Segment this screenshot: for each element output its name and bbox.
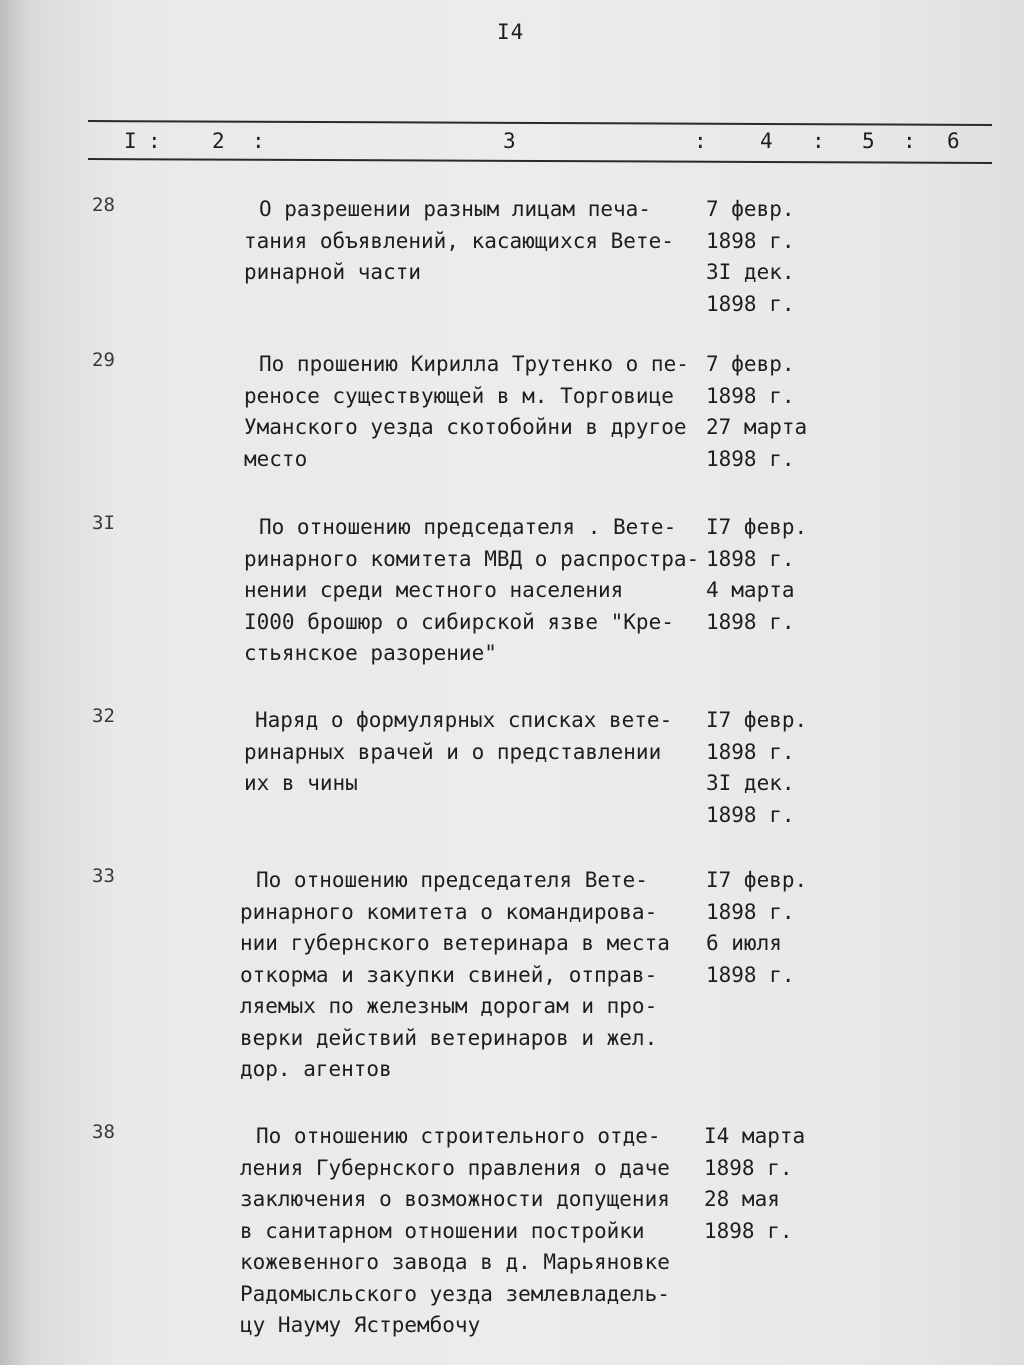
- date-line: I7 февр.: [706, 868, 808, 892]
- date-line: 1898 г.: [706, 228, 795, 253]
- title-line: кожевенного завода в д. Марьяновке: [240, 1250, 670, 1274]
- file-dates: [706, 865, 836, 991]
- date-line: 28 мая: [704, 1187, 780, 1211]
- date-line: 1898 г.: [706, 802, 795, 827]
- date-line: I4 марта: [704, 1124, 806, 1148]
- title-line: ринарного комитета о командирова-: [240, 899, 658, 924]
- date-line: 1898 г.: [706, 383, 795, 408]
- title-line: ляемых по железным дорогам и про-: [240, 994, 658, 1018]
- date-line: 3I дек.: [706, 260, 795, 284]
- column-header-5: 5: [862, 129, 875, 153]
- date-line: 1898 г.: [704, 1218, 793, 1243]
- title-line: ринарной части: [244, 260, 422, 284]
- title-line: откорма и закупки свиней, отправ-: [240, 962, 658, 987]
- column-separator: :: [694, 129, 707, 153]
- date-line: 6 июля: [706, 931, 782, 955]
- date-line: I7 февр.: [706, 708, 808, 732]
- column-header-1: I: [124, 129, 137, 153]
- page-number: I4: [497, 20, 525, 44]
- date-line: 1898 г.: [706, 899, 795, 924]
- file-dates: [706, 705, 836, 831]
- title-line: цу Науму Ястрембочу: [240, 1313, 481, 1337]
- title-line: Наряд о формулярных списках вете-: [255, 708, 673, 732]
- file-title: [244, 194, 719, 289]
- file-dates: [704, 1121, 834, 1247]
- file-dates: [706, 194, 836, 320]
- table-header-rule: [88, 158, 992, 164]
- title-line: верки действий ветеринаров и жел.: [240, 1025, 658, 1050]
- row-number: 32: [92, 705, 115, 727]
- title-line: стьянское разорение": [244, 641, 497, 665]
- date-line: 7 февр.: [706, 352, 795, 376]
- title-line: их в чины: [244, 771, 358, 795]
- title-line: заключения о возможности допущения: [240, 1187, 670, 1211]
- date-line: 1898 г.: [706, 546, 795, 571]
- date-line: 1898 г.: [704, 1155, 793, 1180]
- date-line: 3I дек.: [706, 771, 795, 795]
- file-dates: [706, 512, 836, 638]
- title-line: По прошению Кирилла Трутенко о пе-: [259, 352, 689, 376]
- title-line: По отношению председателя . Вете-: [259, 515, 677, 539]
- date-line: 4 марта: [706, 578, 795, 602]
- date-line: 1898 г.: [706, 609, 795, 634]
- file-title: [240, 1121, 716, 1342]
- title-line: Уманского уезда скотобойни в другое: [244, 415, 687, 439]
- title-line: место: [244, 446, 308, 471]
- title-line: I000 брошюр о сибирской язве "Кре-: [244, 609, 674, 634]
- row-number: 33: [92, 865, 115, 887]
- column-separator: :: [812, 129, 825, 153]
- title-line: дор. агентов: [240, 1057, 392, 1081]
- row-number: 3I: [92, 512, 115, 534]
- column-separator: :: [252, 129, 265, 153]
- date-line: 27 марта: [706, 415, 808, 439]
- title-line: Радомысльского уезда землевладель-: [240, 1281, 670, 1306]
- title-line: О разрешении разным лицам печа-: [259, 197, 651, 221]
- date-line: 1898 г.: [706, 446, 795, 471]
- date-line: I7 февр.: [706, 515, 808, 539]
- file-title: [244, 512, 719, 670]
- column-header-3: 3: [503, 129, 516, 153]
- row-number: 29: [92, 349, 115, 371]
- title-line: ления Губернского правления о даче: [240, 1155, 670, 1180]
- file-title: [240, 865, 716, 1086]
- date-line: 7 февр.: [706, 197, 795, 221]
- title-line: По отношению строительного отде-: [256, 1124, 661, 1148]
- file-dates: [706, 349, 836, 475]
- title-line: ринарных врачей и о представлении: [244, 739, 662, 764]
- row-number: 38: [92, 1121, 115, 1143]
- title-line: нении среди местного населения: [244, 578, 624, 602]
- row-number: 28: [92, 194, 115, 216]
- column-header-4: 4: [760, 129, 773, 153]
- file-title: [244, 349, 719, 475]
- column-header-6: 6: [947, 129, 960, 153]
- title-line: По отношению председателя Вете-: [256, 868, 648, 892]
- file-title: [244, 705, 715, 800]
- title-line: ринарного комитета МВД о распростра-: [244, 546, 700, 571]
- column-separator: :: [148, 129, 161, 153]
- table-top-rule: [88, 120, 992, 126]
- title-line: нии губернского ветеринара в места: [240, 931, 670, 955]
- title-line: тания объявлений, касающихся Вете-: [244, 228, 674, 253]
- title-line: реносе существующей в м. Торговице: [244, 383, 674, 408]
- column-separator: :: [903, 129, 916, 153]
- date-line: 1898 г.: [706, 739, 795, 764]
- column-header-2: 2: [212, 129, 225, 153]
- date-line: 1898 г.: [706, 291, 795, 316]
- binding-edge: [0, 0, 26, 1365]
- title-line: в санитарном отношении постройки: [240, 1218, 645, 1243]
- date-line: 1898 г.: [706, 962, 795, 987]
